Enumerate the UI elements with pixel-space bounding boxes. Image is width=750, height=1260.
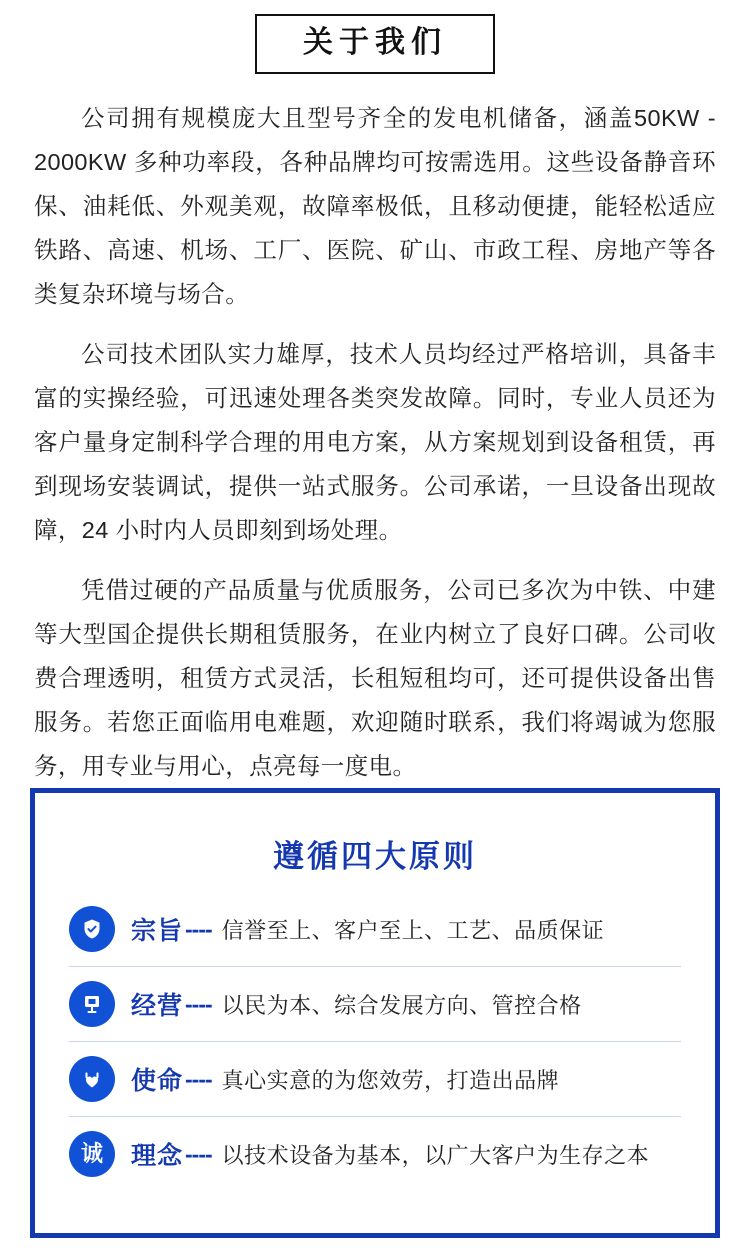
principle-text: 真心实意的为您效劳，打造出品牌 — [221, 1067, 560, 1093]
principle-dashes: ---- — [185, 1065, 212, 1092]
principle-text: 信誉至上、客户至上、工艺、品质保证 — [221, 917, 605, 943]
principles-list — [35, 892, 715, 1191]
principle-item-operation — [69, 967, 681, 1042]
about-section — [0, 74, 750, 788]
shield-icon — [69, 906, 115, 952]
principles-panel — [30, 788, 720, 1238]
principles-title: 遵循四大原则 — [273, 839, 477, 874]
principle-dashes: ---- — [185, 915, 212, 942]
principle-label: 理念 — [131, 1142, 184, 1170]
principle-label: 宗旨 — [131, 917, 184, 945]
about-paragraph-3: 凭借过硬的产品质量与优质服务，公司已多次为中铁、中建等大型国企提供长期租赁服务，在业内树立了良好口碑。公司收费合理透明，租赁方式灵活，长租短租均可，还可提供设备出售服务。若您正面临用电难题，欢迎随时联系，我们将竭诚为您服务，用专业与用心，点亮每一度电。 — [34, 577, 716, 779]
principle-dashes: ---- — [185, 1140, 212, 1167]
principle-item-purpose — [69, 892, 681, 967]
page-title-box — [255, 14, 495, 74]
principle-label: 使命 — [131, 1067, 184, 1095]
handshake-heart-icon — [69, 1056, 115, 1102]
about-paragraph-1: 公司拥有规模庞大且型号齐全的发电机储备，涵盖50KW - 2000KW 多种功率段，各种品牌均可按需选用。这些设备静音环保、油耗低、外观美观，故障率极低，且移动便捷，能轻松适应铁路、高速、机场、工厂、医院、矿山、市政工程、房地产等各类复杂环境与场合。 — [34, 105, 716, 307]
principle-item-philosophy — [69, 1117, 681, 1191]
principle-text: 以民为本、综合发展方向、管控合格 — [221, 992, 582, 1018]
page-title: 关于我们 — [303, 26, 447, 59]
about-paragraph-2: 公司技术团队实力雄厚，技术人员均经过严格培训，具备丰富的实操经验，可迅速处理各类突发故障。同时，专业人员还为客户量身定制科学合理的用电方案，从方案规划到设备租赁，再到现场安装调试，提供一站式服务。公司承诺，一旦设备出现故障，24 小时内人员即刻到场处理。 — [34, 341, 716, 543]
page-title-container — [0, 0, 750, 74]
principle-dashes: ---- — [185, 990, 212, 1017]
integrity-icon — [69, 1131, 115, 1177]
integrity-icon-glyph: 诚 — [80, 1141, 103, 1166]
principle-item-mission — [69, 1042, 681, 1117]
principle-text: 以技术设备为基本，以广大客户为生存之本 — [221, 1142, 650, 1168]
principle-label: 经营 — [131, 992, 184, 1020]
flag-icon — [69, 981, 115, 1027]
